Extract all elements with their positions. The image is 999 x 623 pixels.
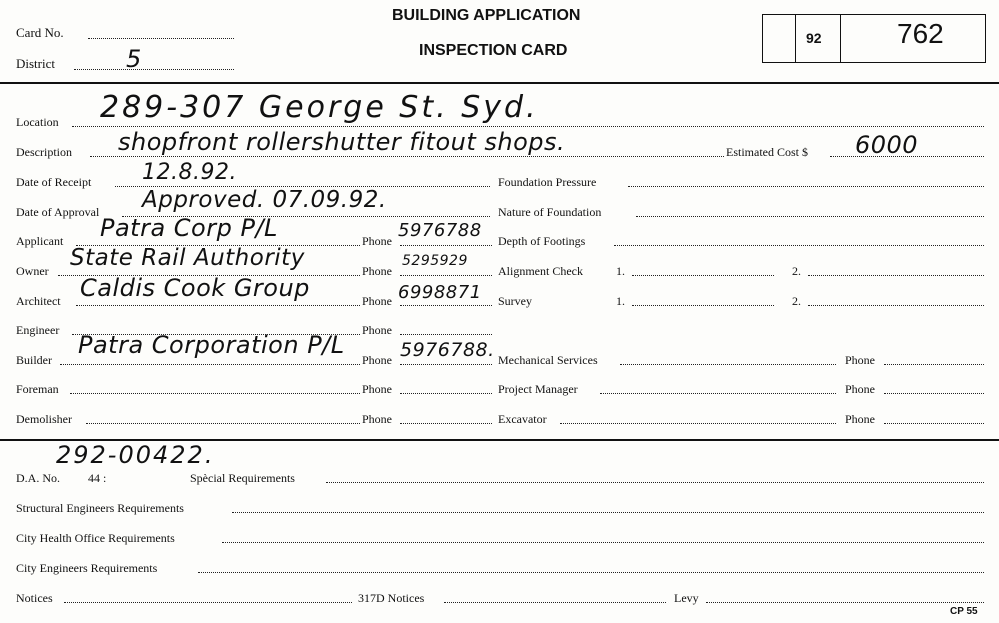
mechanical-services-line (620, 364, 836, 365)
demolisher-line (86, 423, 360, 424)
notices-317d-label: 317D Notices (358, 591, 425, 605)
architect-label: Architect (16, 294, 61, 308)
demolisher-phone-line (400, 423, 492, 424)
depth-footings-line (614, 245, 984, 246)
owner-phone-value: 5295929 (402, 253, 468, 269)
excavator-phone-label: Phone (845, 412, 875, 426)
district-value: 5 (126, 45, 142, 73)
mechanical-phone-line (884, 364, 984, 365)
architect-phone-value: 6998871 (398, 282, 482, 303)
estimated-cost-label: Estimated Cost $ (726, 145, 808, 159)
demolisher-label: Demolisher (16, 412, 72, 426)
box-small-value: 92 (806, 30, 822, 46)
header-rule (0, 82, 999, 84)
engineer-label: Engineer (16, 323, 60, 337)
date-approval-label: Date of Approval (16, 205, 100, 219)
city-health-line (222, 542, 984, 543)
architect-phone-label: Phone (362, 294, 392, 308)
city-health-label: City Health Office Requirements (16, 531, 175, 545)
architect-value: Caldis Cook Group (80, 274, 310, 302)
box-number-value: 762 (897, 18, 944, 49)
project-manager-phone-line (884, 393, 984, 394)
foreman-line (70, 393, 360, 394)
city-engineers-label: City Engineers Requirements (16, 561, 158, 575)
location-value: 289-307 George St. Syd. (100, 90, 539, 125)
location-label: Location (16, 115, 59, 129)
box-divider-1 (795, 14, 796, 63)
survey-opt1-line (632, 305, 774, 306)
demolisher-phone-label: Phone (362, 412, 392, 426)
estimated-cost-value: 6000 (855, 131, 919, 159)
builder-label: Builder (16, 353, 52, 367)
depth-footings-label: Depth of Footings (498, 234, 586, 248)
da-label: D.A. No. (16, 471, 60, 485)
excavator-label: Excavator (498, 412, 547, 426)
builder-value: Patra Corporation P/L (78, 331, 345, 359)
survey-opt2-label: 2. (792, 294, 801, 308)
foundation-pressure-label: Foundation Pressure (498, 175, 597, 189)
nature-foundation-line (636, 216, 984, 217)
title-line1: BUILDING APPLICATION (392, 7, 581, 24)
notices-label: Notices (16, 591, 53, 605)
excavator-line (560, 423, 836, 424)
location-line (72, 126, 984, 127)
builder-line (60, 364, 360, 365)
excavator-phone-line (884, 423, 984, 424)
owner-value: State Rail Authority (70, 245, 305, 271)
mechanical-services-label: Mechanical Services (498, 353, 598, 367)
levy-line (706, 602, 984, 603)
notices-line (64, 602, 352, 603)
project-manager-phone-label: Phone (845, 382, 875, 396)
builder-phone-label: Phone (362, 353, 392, 367)
city-engineers-line (198, 572, 984, 573)
builder-phone-line (400, 364, 492, 365)
card-no-line (88, 38, 234, 39)
applicant-phone-label: Phone (362, 234, 392, 248)
notices-317d-line (444, 602, 666, 603)
nature-foundation-label: Nature of Foundation (498, 205, 602, 219)
survey-opt2-line (808, 305, 984, 306)
alignment-opt2-line (808, 275, 984, 276)
da-prefix: 44 : (88, 471, 107, 485)
mechanical-phone-label: Phone (845, 353, 875, 367)
description-line (90, 156, 724, 157)
owner-phone-label: Phone (362, 264, 392, 278)
applicant-label: Applicant (16, 234, 64, 248)
architect-phone-line (400, 305, 492, 306)
survey-opt1-label: 1. (616, 294, 625, 308)
foreman-label: Foreman (16, 382, 59, 396)
description-label: Description (16, 145, 72, 159)
project-manager-label: Project Manager (498, 382, 578, 396)
structural-line (232, 512, 984, 513)
date-receipt-label: Date of Receipt (16, 175, 92, 189)
foundation-pressure-line (628, 186, 984, 187)
da-handwritten-value: 292-00422. (56, 441, 215, 469)
applicant-phone-value: 5976788 (398, 220, 482, 241)
applicant-phone-line (400, 245, 492, 246)
district-line (74, 69, 234, 70)
survey-label: Survey (498, 294, 532, 308)
structural-label: Structural Engineers Requirements (16, 501, 184, 515)
alignment-opt1-line (632, 275, 774, 276)
box-divider-2 (840, 14, 841, 63)
levy-label: Levy (674, 591, 699, 605)
builder-phone-value: 5976788. (400, 339, 495, 361)
special-requirements-label: Spècial Requirements (190, 471, 295, 485)
alignment-opt2-label: 2. (792, 264, 801, 278)
title-line2: INSPECTION CARD (419, 42, 568, 59)
form-code: CP 55 (950, 606, 978, 617)
foreman-phone-line (400, 393, 492, 394)
engineer-phone-line (400, 334, 492, 335)
card-no-label: Card No. (16, 25, 64, 40)
engineer-phone-label: Phone (362, 323, 392, 337)
architect-line (76, 305, 360, 306)
special-requirements-line (326, 482, 984, 483)
date-receipt-value: 12.8.92. (142, 160, 237, 185)
description-value: shopfront rollershutter fitout shops. (118, 128, 566, 156)
date-approval-value: Approved. 07.09.92. (142, 187, 387, 213)
owner-label: Owner (16, 264, 49, 278)
owner-phone-line (400, 275, 492, 276)
foreman-phone-label: Phone (362, 382, 392, 396)
alignment-opt1-label: 1. (616, 264, 625, 278)
district-label: District (16, 56, 55, 71)
applicant-value: Patra Corp P/L (100, 214, 278, 242)
project-manager-line (600, 393, 836, 394)
alignment-check-label: Alignment Check (498, 264, 583, 278)
